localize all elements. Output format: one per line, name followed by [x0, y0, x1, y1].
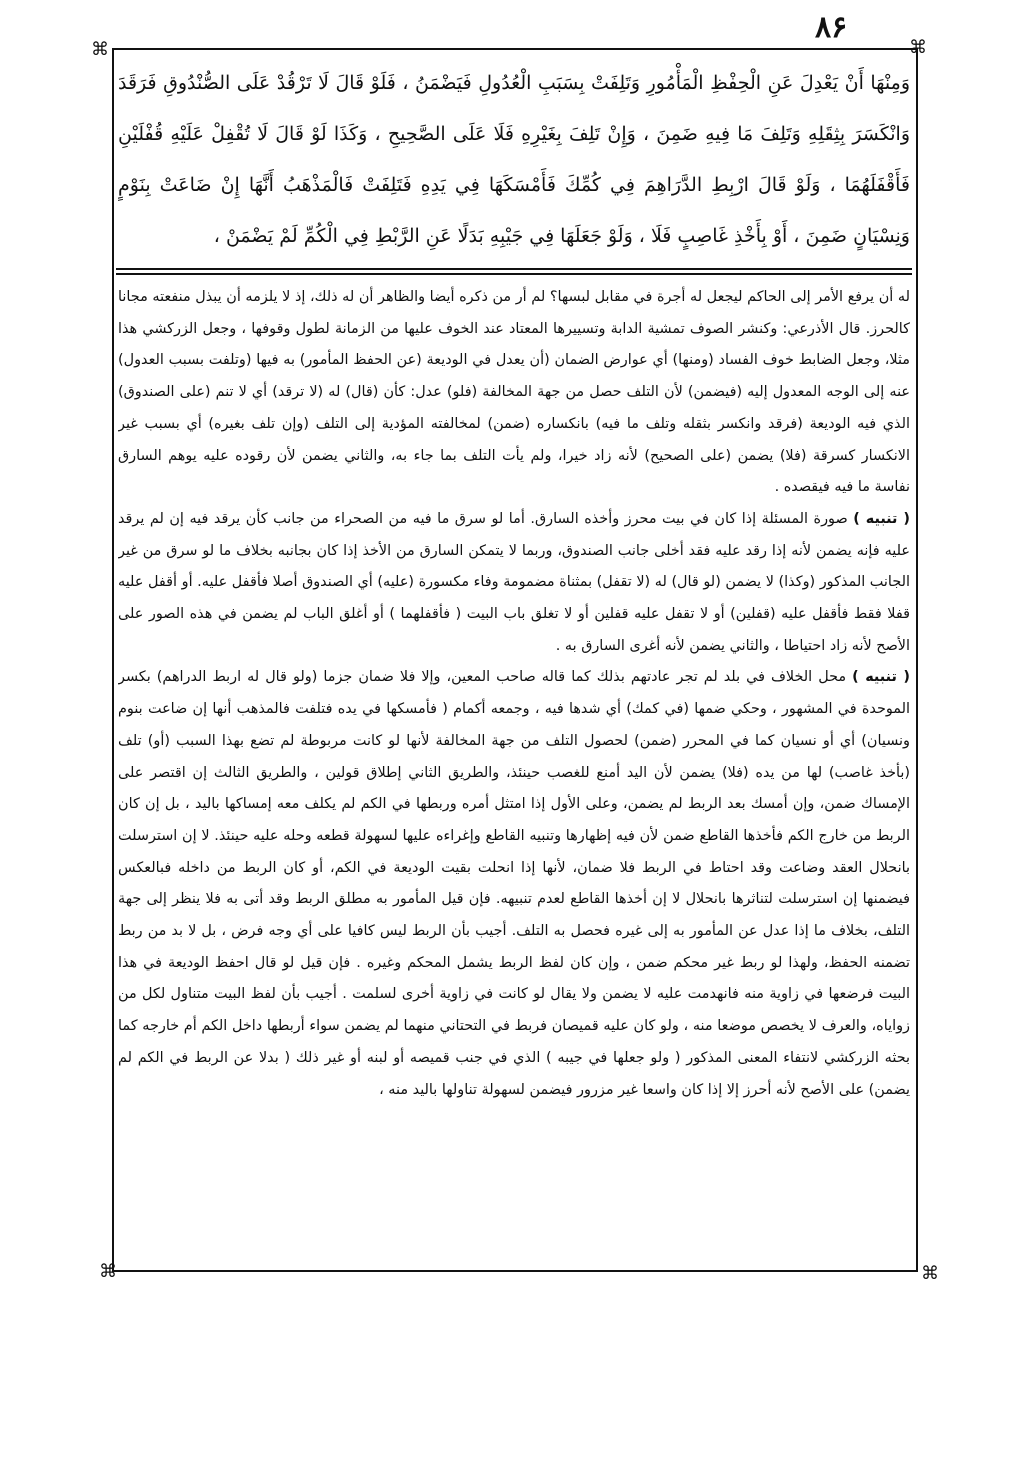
tanbih-text: صورة المسئلة إذا كان في بيت محرز وأخذه السارق. أما لو سرق ما فيه من الصحراء من جانب كأن يرقد فيه إن لم يرقد عليه فإنه يضمن لأنه إذا رقد عليه فقد أخلى جانب الصندوق، وربما لا يتمكن السارق من الأخذ إذا كان بجانبه بخلاف ما لو سرق من غير الجانب المذكور (وكذا) لا يضمن (لو قال) له (لا تقفل) بمثناة مضمومة وفاء مكسورة (عليه) أي الصندوق أصلا فأقفل عليه. أو أقفل عليه قفلا فقط فأقفل عليه (قفلين) أو لا تقفل عليه قفلين أو لا تغلق باب البيت ( فأقفلهما ) أو أغلق الباب لم يضمن في هذه الصور على الأصح لأنه زاد احتياطا ، والثاني يضمن لأنه أغرى السارق به .	[118, 510, 910, 654]
tanbih-paragraph	[118, 504, 910, 663]
page-number: ۸۶	[815, 10, 848, 45]
tanbih-label: ( تنبيه )	[852, 669, 910, 686]
corner-ornament-icon: ⌘	[99, 1261, 117, 1282]
corner-ornament-icon: ⌘	[921, 1263, 939, 1284]
commentary-paragraph: له أن يرفع الأمر إلى الحاكم ليجعل له أجرة في مقابل لبسها؟ لم أر من ذكره أيضا والظاهر أن له ذلك، إذ لا يلزمه أن يبذل منفعته مجانا كالحرز. قال الأذرعي: وكنشر الصوف تمشية الدابة وتسييرها المعتاد عند الخوف عليها من الزمانة لطول وقوفها ، وجعل الزركشي هذا مثلا، وجعل الضابط خوف الفساد (ومنها) أي عوارض الضمان (أن يعدل في الوديعة (عن الحفظ المأمور) به فيها (وتلفت بسبب العدول) عنه إلى الوجه المعدول إليه (فيضمن) لأن التلف حصل من جهة المخالفة (فلو) عدل: كأن (قال) له (لا ترقد) أي لا تنم (على الصندوق) الذي فيه الوديعة (فرقد وانكسر بثقله وتلف ما فيه) بانكساره (ضمن) لمخالفته المؤدية إلى التلف (وإن تلف بغيره) أي بسبب غير الانكسار كسرقة (فلا) يضمن (على الصحيح) لأنه زاد خيرا، ولم يأت التلف بما جاء به، والثاني يضمن لأن رقوده عليه يوهم السارق نفاسة ما فيه فيقصده .	[118, 289, 910, 496]
corner-ornament-icon: ⌘	[909, 37, 927, 58]
corner-ornament-icon: ⌘	[91, 39, 109, 60]
tanbih-paragraph	[118, 662, 910, 1106]
tanbih-label: ( تنبيه )	[853, 510, 910, 527]
frame-bottom-line	[112, 1270, 918, 1272]
section-divider-lower	[116, 273, 912, 275]
matn-text: وَمِنْهَا أَنْ يَعْدِلَ عَنِ الْحِفْظِ الْمَأْمُورِ وَتَلِفَتْ بِسَبَبِ الْعُدُولِ فَيَضْمَنُ ، فَلَوْ قَالَ لَا تَرْقُدْ عَلَى الصُّنْدُوقِ فَرَقَدَ وَانْكَسَرَ بِثِقَلِهِ وَتَلِفَ مَا فِيهِ ضَمِنَ ، وَإِنْ تَلِفَ بِغَيْرِهِ فَلَا عَلَى الصَّحِيحِ ، وَكَذَا لَوْ قَالَ لَا تُقْفِلْ عَلَيْهِ قُفْلَيْنِ فَأَقْفَلَهُمَا ، وَلَوْ قَالَ ارْبِطِ الدَّرَاهِمَ فِي كُمِّكَ فَأَمْسَكَهَا فِي يَدِهِ فَتَلِفَتْ فَالْمَذْهَبُ أَنَّهَا إِنْ ضَاعَتْ بِنَوْمٍ وَنِسْيَانٍ ضَمِنَ ، أَوْ بِأَخْذِ غَاصِبٍ فَلَا ، وَلَوْ جَعَلَهَا فِي جَيْبِهِ بَدَلًا عَنِ الرَّبْطِ فِي الْكُمِّ لَمْ يَضْمَنْ ،	[118, 72, 910, 247]
frame-top-line	[112, 48, 918, 50]
commentary-text	[118, 282, 910, 1264]
tanbih-text: محل الخلاف في بلد لم تجر عادتهم بذلك كما قاله صاحب المعين، وإلا فلا ضمان جزما (ولو قال له اربط الدراهم) بكسر الموحدة في المشهور ، وحكي ضمها (في كمك) أي شدها فيه ، وجمعه أكمام ( فأمسكها في يده فتلفت فالمذهب أنها إن ضاعت بنوم ونسيان) أي أو نسيان كما في المحرر (ضمن) لحصول التلف من جهة المخالفة لأنها لو كانت مربوطة لم تضع بهذا السبب (أو) تلف (بأخذ غاصب) لها من يده (فلا) يضمن لأن اليد أمنع للغصب حينئذ، والطريق الثاني إطلاق قولين ، والطريق الثالث إن اقتصر على الإمساك ضمن، وإن أمسك بعد الربط لم يضمن، وعلى الأول إذا امتثل أمره وربطها في الكم لم يكلف معه إمساكها باليد ، بل إن كان الربط من خارج الكم فأخذها القاطع ضمن لأن فيه إظهارها وتنبيه القاطع وإغراءه عليها لسهولة قطعه وحله عليه حينئذ. لا إن استرسلت بانحلال العقد وضاعت وقد احتاط في الربط فلا ضمان، لأنها إذا انحلت بقيت الوديعة في الكم، أو كان الربط من داخله فبالعكس فيضمنها إن استرسلت لتناثرها بانحلال لا إن أخذها القاطع لعدم تنبيهه. فإن قيل المأمور به مطلق الربط وقد أتى به فلا ينظر إلى جهة التلف، بخلاف ما إذا عدل عن المأمور به إلى غيره فحصل به التلف. أجيب بأن الربط ليس كافيا على أي وجه فرض ، بل لا بد من ربط تضمنه الحفظ، ولهذا لو ربط غير محكم ضمن ، وإن كان لفظ الربط يشمل المحكم وغيره . فإن قيل لو قال احفظ الوديعة في هذا البيت فرضعها في زاوية منه فانهدمت عليه لا يضمن ولا يقال لو كانت في زاوية أخرى لسلمت . أجيب بأن لفظ البيت متناول لكل من زواياه، والعرف لا يخصص موضعا منه ، ولو كان عليه قميصان فربط في التحتاني منهما لم يضمن سواء أربطها داخل الكم أم خارجه كما بحثه الزركشي لانتفاء المعنى المذكور ( ولو جعلها في جيبه ) الذي في جنب قميصه أو لبنه أو غير ذلك ( بدلا عن الربط في الكم لم يضمن) على الأصح لأنه أحرز إلا إذا كان واسعا غير مزرور فيضمن لسهولة تناولها باليد منه ،	[118, 669, 910, 1098]
section-divider-upper	[116, 268, 912, 270]
